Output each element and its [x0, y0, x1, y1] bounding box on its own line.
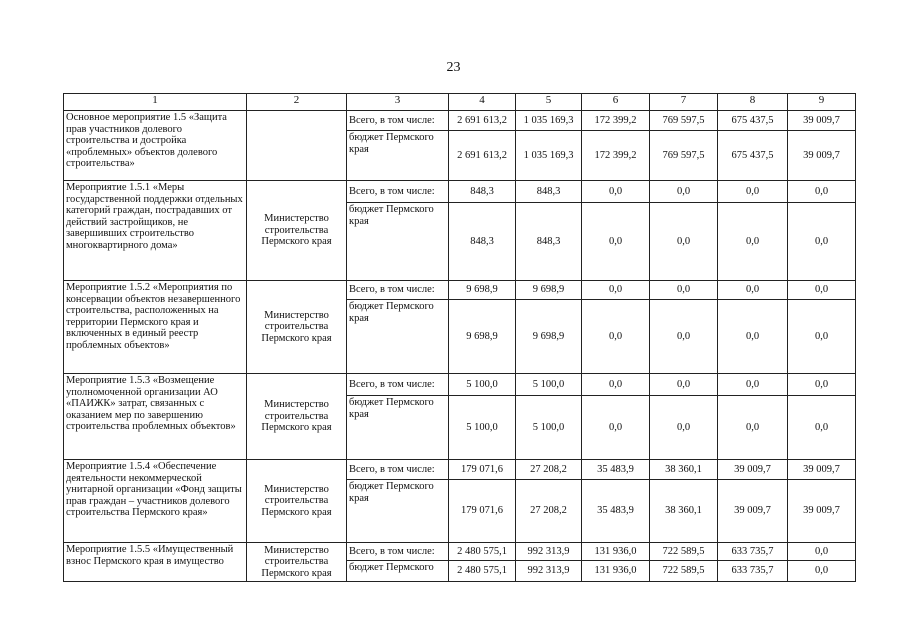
- amount-cell: 0,0: [718, 181, 788, 203]
- amount-cell: 633 735,7: [718, 561, 788, 582]
- amount-cell: 848,3: [449, 203, 516, 281]
- funding-source: Всего, в том числе:: [347, 281, 449, 300]
- amount-cell: 5 100,0: [516, 396, 582, 460]
- column-header: 7: [650, 94, 718, 111]
- amount-cell: 179 071,6: [449, 480, 516, 543]
- amount-cell: 0,0: [650, 374, 718, 396]
- amount-cell: 0,0: [582, 281, 650, 300]
- funding-source: Всего, в том числе:: [347, 111, 449, 131]
- table-row: [64, 374, 856, 396]
- amount-cell: 39 009,7: [788, 111, 856, 131]
- column-header: 9: [788, 94, 856, 111]
- table-row: [64, 181, 856, 203]
- table-row: [64, 281, 856, 300]
- funding-source: бюджет Пермского: [347, 561, 449, 582]
- amount-cell: 0,0: [788, 281, 856, 300]
- funding-source: Всего, в том числе:: [347, 460, 449, 480]
- measure-name: Мероприятие 1.5.4 «Обеспечение деятельности некоммерческой унитарной организации «Фонд защиты прав граждан – участников долевого строительства Пермского края»: [64, 460, 247, 543]
- executor: Министерство строительства Пермского края: [247, 181, 347, 281]
- amount-cell: 0,0: [788, 561, 856, 582]
- amount-cell: 675 437,5: [718, 111, 788, 131]
- amount-cell: 0,0: [718, 203, 788, 281]
- amount-cell: 27 208,2: [516, 480, 582, 543]
- executor: Министерство строительства Пермского края: [247, 281, 347, 374]
- column-header: 8: [718, 94, 788, 111]
- amount-cell: 0,0: [582, 396, 650, 460]
- column-header: 5: [516, 94, 582, 111]
- column-header: 4: [449, 94, 516, 111]
- amount-cell: 0,0: [788, 300, 856, 374]
- funding-source: Всего, в том числе:: [347, 543, 449, 561]
- amount-cell: 172 399,2: [582, 111, 650, 131]
- amount-cell: 39 009,7: [788, 460, 856, 480]
- amount-cell: 0,0: [650, 181, 718, 203]
- executor: Министерство строительства Пермского края: [247, 460, 347, 543]
- amount-cell: 39 009,7: [718, 460, 788, 480]
- amount-cell: 0,0: [650, 396, 718, 460]
- amount-cell: 675 437,5: [718, 131, 788, 181]
- funding-source: Всего, в том числе:: [347, 374, 449, 396]
- amount-cell: 39 009,7: [788, 480, 856, 543]
- table-row: [64, 543, 856, 561]
- amount-cell: 27 208,2: [516, 460, 582, 480]
- funding-source: бюджет Пермского края: [347, 396, 449, 460]
- funding-source: бюджет Пермского края: [347, 203, 449, 281]
- executor: Министерство строительства Пермского края: [247, 374, 347, 460]
- column-header: 3: [347, 94, 449, 111]
- amount-cell: 848,3: [516, 203, 582, 281]
- amount-cell: 0,0: [788, 396, 856, 460]
- column-header: 1: [64, 94, 247, 111]
- page-number: 23: [446, 60, 461, 75]
- measure-name: Мероприятие 1.5.3 «Возмещение уполномоченной организации АО «ПАИЖК» затрат, связанных с оказанием мер по завершению строительства проблемных объектов»: [64, 374, 247, 460]
- budget-table: [63, 93, 856, 582]
- amount-cell: 722 589,5: [650, 543, 718, 561]
- amount-cell: 0,0: [650, 281, 718, 300]
- amount-cell: 5 100,0: [516, 374, 582, 396]
- amount-cell: 0,0: [718, 281, 788, 300]
- amount-cell: 0,0: [788, 203, 856, 281]
- amount-cell: 2 691 613,2: [449, 111, 516, 131]
- amount-cell: 9 698,9: [516, 300, 582, 374]
- column-header: 6: [582, 94, 650, 111]
- amount-cell: 848,3: [516, 181, 582, 203]
- amount-cell: 39 009,7: [788, 131, 856, 181]
- amount-cell: 39 009,7: [718, 480, 788, 543]
- amount-cell: 179 071,6: [449, 460, 516, 480]
- amount-cell: 0,0: [718, 396, 788, 460]
- amount-cell: 769 597,5: [650, 111, 718, 131]
- measure-name: Мероприятие 1.5.2 «Мероприятия по консервации объектов незавершенного строительства, расположенных на территории Пермского края и включенных в единый реестр проблемных объектов»: [64, 281, 247, 374]
- amount-cell: 9 698,9: [449, 281, 516, 300]
- amount-cell: 0,0: [788, 374, 856, 396]
- amount-cell: 0,0: [650, 203, 718, 281]
- amount-cell: 2 480 575,1: [449, 561, 516, 582]
- funding-source: бюджет Пермского края: [347, 300, 449, 374]
- amount-cell: 2 480 575,1: [449, 543, 516, 561]
- amount-cell: 9 698,9: [516, 281, 582, 300]
- amount-cell: 9 698,9: [449, 300, 516, 374]
- table-row: [64, 111, 856, 131]
- amount-cell: 5 100,0: [449, 374, 516, 396]
- amount-cell: 1 035 169,3: [516, 131, 582, 181]
- funding-source: бюджет Пермского края: [347, 131, 449, 181]
- amount-cell: 0,0: [582, 203, 650, 281]
- column-header: 2: [247, 94, 347, 111]
- amount-cell: 0,0: [718, 300, 788, 374]
- amount-cell: 0,0: [788, 181, 856, 203]
- amount-cell: 1 035 169,3: [516, 111, 582, 131]
- measure-name: Основное мероприятие 1.5 «Защита прав участников долевого строительства и достройка «проблемных» объектов долевого строительства»: [64, 111, 247, 181]
- table-row: [64, 460, 856, 480]
- amount-cell: 0,0: [582, 181, 650, 203]
- amount-cell: 38 360,1: [650, 480, 718, 543]
- executor: [247, 111, 347, 181]
- amount-cell: 0,0: [650, 300, 718, 374]
- amount-cell: 2 691 613,2: [449, 131, 516, 181]
- amount-cell: 35 483,9: [582, 460, 650, 480]
- amount-cell: 722 589,5: [650, 561, 718, 582]
- amount-cell: 0,0: [582, 300, 650, 374]
- funding-source: Всего, в том числе:: [347, 181, 449, 203]
- amount-cell: 992 313,9: [516, 543, 582, 561]
- amount-cell: 0,0: [718, 374, 788, 396]
- amount-cell: 992 313,9: [516, 561, 582, 582]
- amount-cell: 131 936,0: [582, 561, 650, 582]
- measure-name: Мероприятие 1.5.1 «Меры государственной поддержки отдельных категорий граждан, пострадавших от действий застройщиков, не завершивших строительство многоквартирного дома»: [64, 181, 247, 281]
- funding-source: бюджет Пермского края: [347, 480, 449, 543]
- amount-cell: 848,3: [449, 181, 516, 203]
- amount-cell: 0,0: [788, 543, 856, 561]
- amount-cell: 172 399,2: [582, 131, 650, 181]
- header-row: [64, 94, 856, 111]
- amount-cell: 38 360,1: [650, 460, 718, 480]
- executor: Министерство строительства Пермского края: [247, 543, 347, 582]
- amount-cell: 5 100,0: [449, 396, 516, 460]
- amount-cell: 35 483,9: [582, 480, 650, 543]
- measure-name: Мероприятие 1.5.5 «Имущественный взнос Пермского края в имущество: [64, 543, 247, 582]
- amount-cell: 131 936,0: [582, 543, 650, 561]
- amount-cell: 633 735,7: [718, 543, 788, 561]
- amount-cell: 0,0: [582, 374, 650, 396]
- amount-cell: 769 597,5: [650, 131, 718, 181]
